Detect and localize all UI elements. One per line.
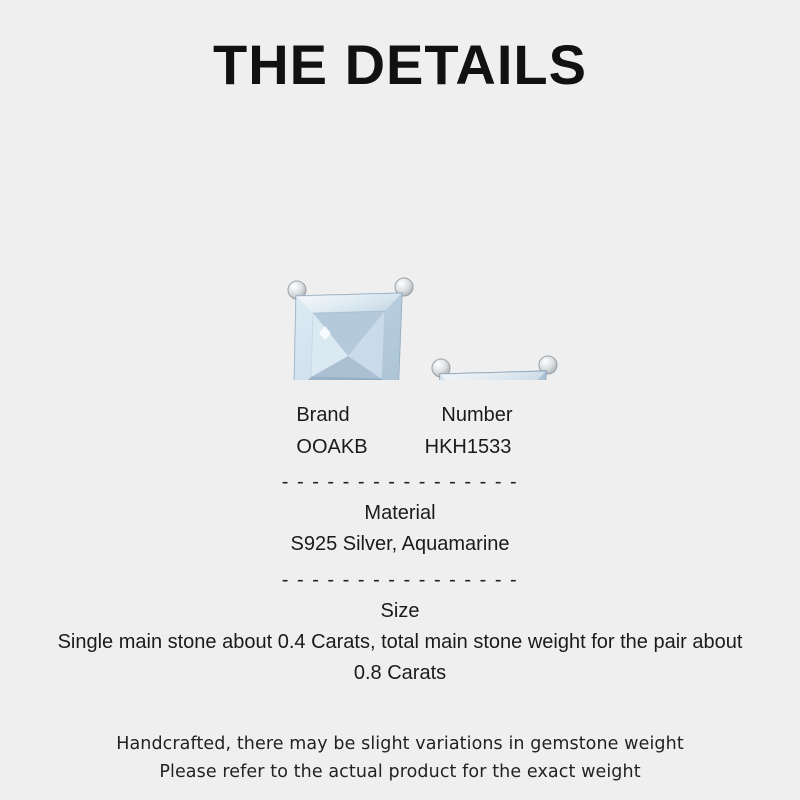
brand-label: Brand [296,404,350,426]
material-value: S925 Silver, Aquamarine [290,533,510,555]
material-label: Material [364,502,436,524]
spec-header-row [0,400,800,430]
footnote-line-1: Handcrafted, there may be slight variations in gemstone weight [116,734,684,754]
size-label: Size [380,600,420,622]
earring-left [283,278,413,380]
divider-1: - - - - - - - - - - - - - - - - [281,471,519,493]
brand-value: OOAKB [296,436,368,458]
number-label: Number [441,404,513,426]
number-value: HKH1533 [424,436,512,458]
earrings-illustration [0,130,800,380]
spec-value-row [0,432,800,462]
footnote [0,730,800,786]
product-image [0,130,800,380]
earring-right [428,356,557,380]
specs-block [0,400,800,689]
footnote-line-2: Please refer to the actual product for the exact weight [159,762,641,782]
size-value: Single main stone about 0.4 Carats, total main stone weight for the pair about 0.8 Carats [57,631,743,684]
divider-2: - - - - - - - - - - - - - - - - [281,569,519,591]
page-title: THE DETAILS [213,33,587,96]
